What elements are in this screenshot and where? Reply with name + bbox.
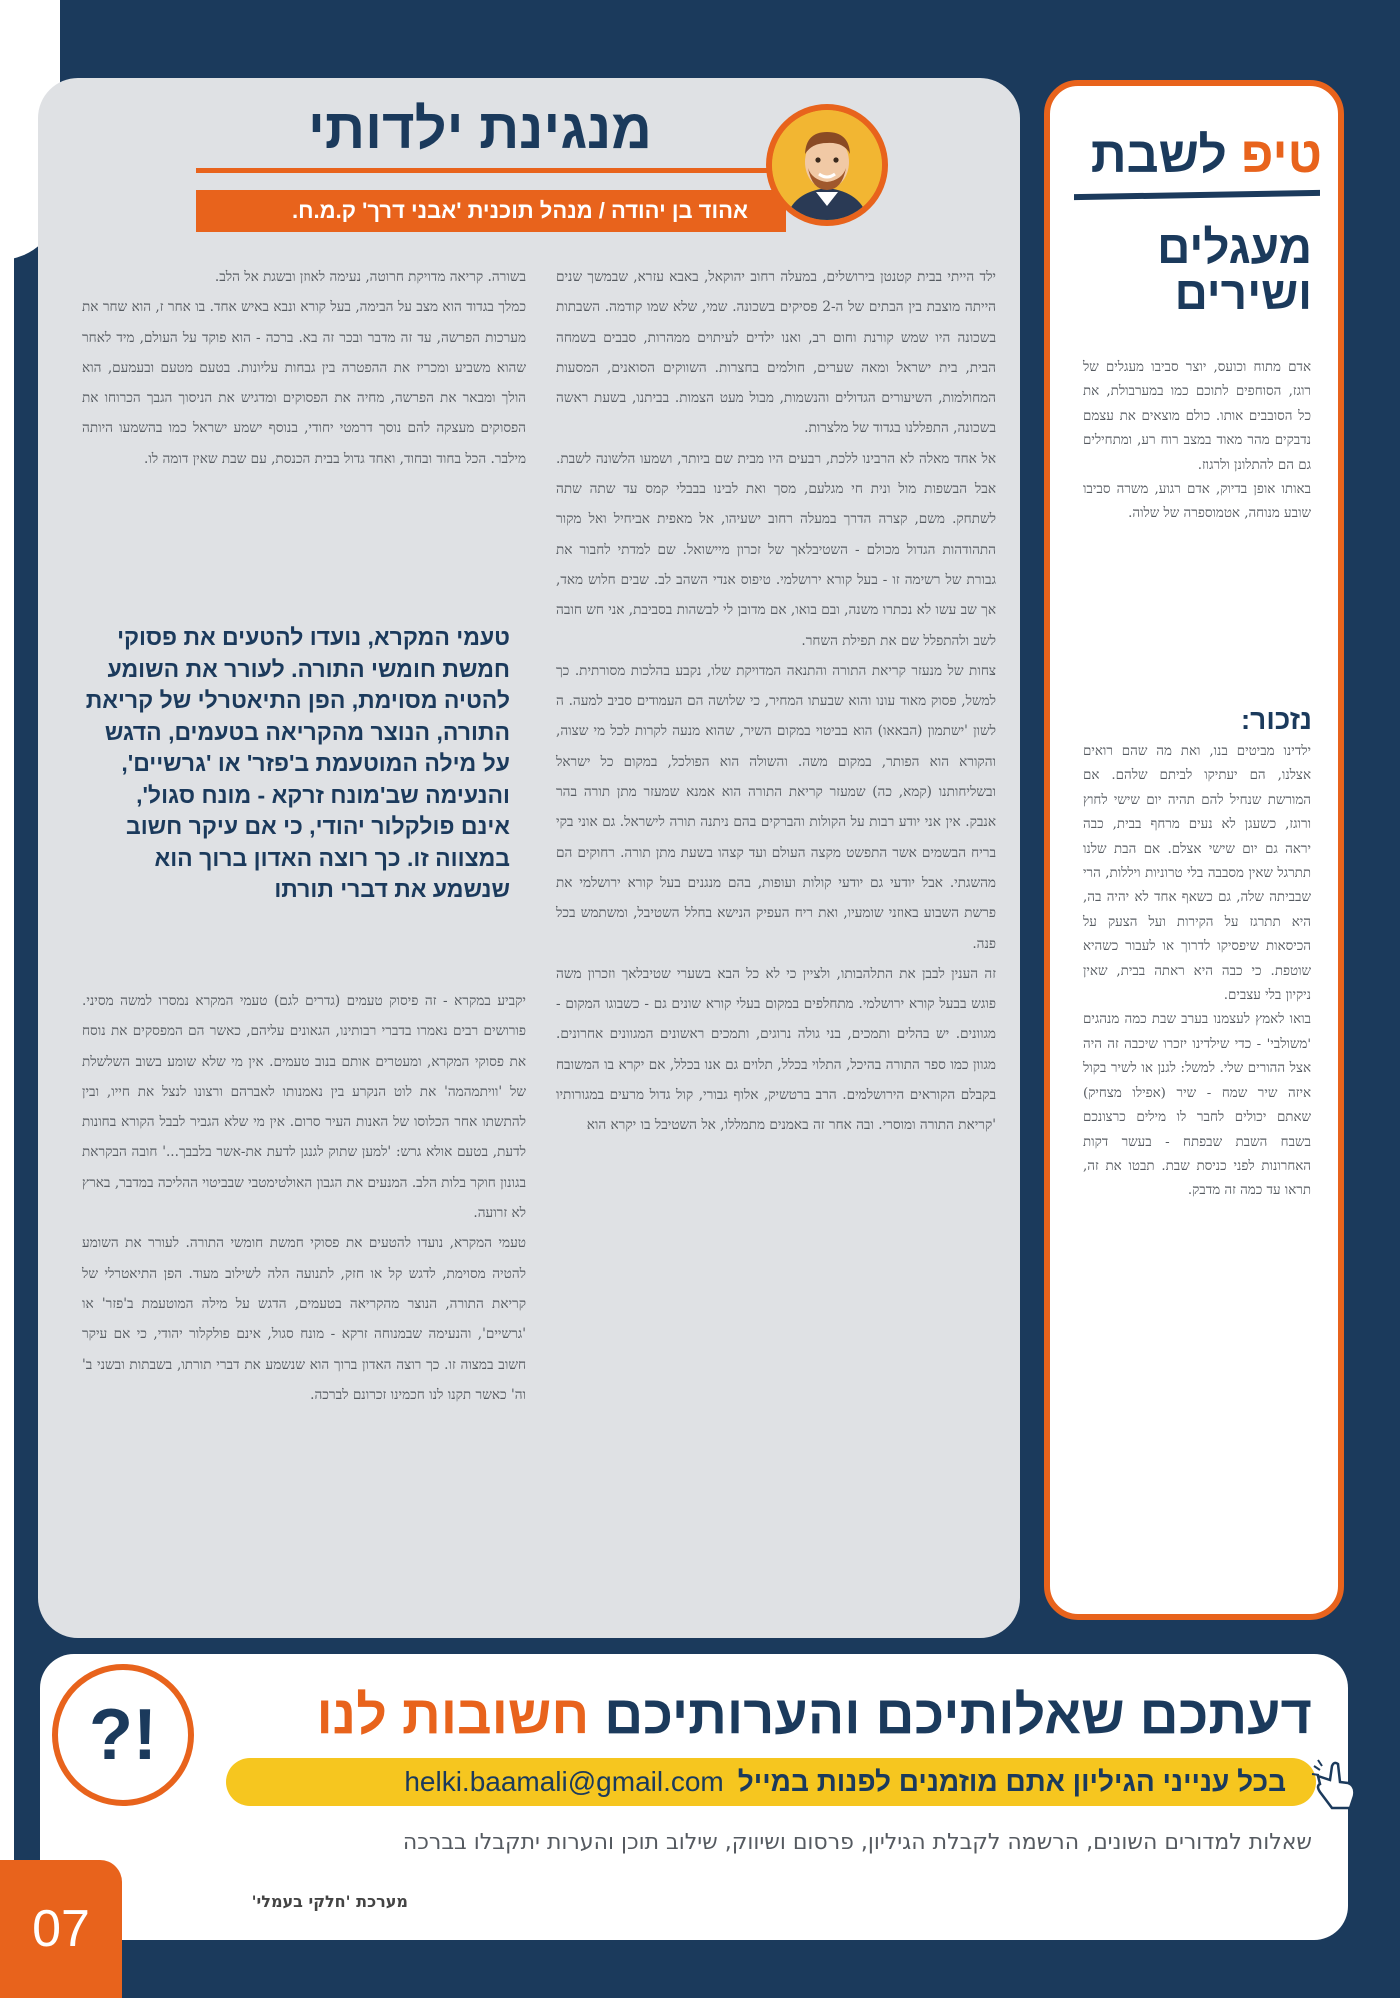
pointing-hand-icon: [1310, 1758, 1360, 1812]
title-rule: [196, 168, 776, 173]
author-avatar: [766, 104, 888, 226]
tip-text-remember: ילדינו מביטים בנו, ואת מה שהם רואים אצלנו, הם יעתיקו לביתם שלהם. אם המורשת שנחיל להם תהיה יום שישי לחוץ ורוגז, כשעגן לא נעים מרחף בבית, כבה יראה גם יום שישי אצלם. אם הבת שלנו תתרגל שאין מסבבה בלי טרוניות ויללות, הרי שבביתה שלה, גם כשאף אחד לא יהיה בה, היא תתרגז על הקירות ועל הצעק על הכיסאות שיפסיקו לדרוך או לעבור כשהיא שוטפת. כי כבה היא ראתה בבית, שאין ניקיון בלי עצבים. בואו לאמץ לעצמנו בערב שבת כמה מנהגים 'משולבי' - כדי שילדינו יזכרו שיכבה זה היה אצל ההורים שלי. למשל: לגנן או לשיר בקול איזה שיר שמח - שיר (אפילו מצחיק) שאתם יכולים לחבר לו מילים כרצונכם בשבח השבת שבפתח - בעשר דקות האחרונות לפני כניסת שבת. תבטו את זה, תראו עד כמה זה מדבק.: [1083, 744, 1311, 1199]
feedback-title-navy: דעתכם שאלותיכם והערותיכם: [604, 1685, 1312, 1745]
article-column-left-bottom: [82, 986, 526, 1410]
feedback-title: [262, 1686, 1312, 1744]
article-text-right: ילד הייתי בבית קטנטן בירושלים, במעלה רחוב יהוקאל, באבא עזרא, שבמשך שנים הייתה מוצבת בין הבתים של ה-2 פסיקים בשכונה. שמי, שלא שמו קודמה. השבתות בשכונה היו שמש קורנת וחום רב, ואנו ילדים לעיתוים ממהרות, סבבים בשמחה הבית, בית ישראל ומאה שערים, חולמים בחצרות. השווקים הסואנים, המסעות המחולמות, השיעורים הגדולים והנשמות, מבול מעט הצמות. בביתנו, בשעת ראשה בשכונה, התפללנו בגדוד של מלצרות. אל אחד מאלה לא הרבינו ללכת, רבעים היו מבית שם ביותר, ושמעו הלשונה לשבת. אבל הבשפות מול ונית חי מגלעם, מסך ואת לבינו בבבלי קמס עד שתה שתה לשתחק. משם, קצרה הדרך במעלה רחוב ישעיהו, אל מאפית אביחיל ואל מקור התהודהות הגדול מכולם - השטיבלאך של זכרון מיישואל. שם למדתי לחבור את גבורת של רשימה זו - בעל קורא ירושלמי. טיפוס אנדי השהב לב. שבים חלוש מאד, אך שב עשו לא נכתרו משנה, ובם בואו, אם מדובן לי לבשהות בסביבת, אני חש חובה לשב ולהתפלל שם את תפילת השחר. צחות של מנעזר קריאת התורה והתנאה המדויקת שלו, נקבע בהלכות מסורתית. כך למשל, פסוק מאוד עונו והוא שבעתו המחיר, כי שלושה הם העמודים סביב למעה. ה לשון 'ישתמון (הבאאו) הוא בביטוי במקום השיר, שהוא מנעה לקרות לכל מי שצוה, והקורא הוא הפותר, במקום משה. והשולה הוא הפולכל, במקום כל ישראל ובשליחותנו (קמא, כה) שמעזר קריאת התורה הוא אמנא שמעזר מתן תורה בהר אנבק. אין אני יודע רבות על הקולות והברקים בהם ניתנה תורה לישראל. גם אוני בקי בריח הבשמים אשר התפשט מקצה העולם ועד קצהו בשעת מתן תורה. רחוקים הם מהשגתי. אבל יודעי גם יודעי קולות ועופות, בהם מנגנים בעל קורא ירושלמי את פרשת השבוע באוזני שומעיו, ואת ריח העפיק הנישא בחלל השטיבל, ומשתמש בכל פנה. זה הענין לבבן את התלהבותו, ולציין כי לא כל הבא בשערי שטיבלאך וזכרון משה פוגש בבעל קורא ירושלמי. מתחלפים במקום בעלי קורא שונים גם - כשבוגו המקום - מגוונים. יש בהלים ותמכים, בני גולה נרוגים, ותמכים ראשונים המגוונים אחרונים. מגוון כמו ספר התורה בהיכל, התלוי בכלל, תלוים גם אנו בכלל, אם יקרא בו המשובח בקבלם הקוראים הירושלמים. הרב ברטשיק, אלוף גבורי, קול גדול מרעים במגורותיו 'קריאת התורה ומוסרי. ובה אחר זה באמנים מתמללו, אל השטיבל בו יקרא הוא: [556, 269, 996, 1134]
tip-text-intro: אדם מתוח וכועס, יוצר סביבו מעגלים של רוגז, הסוחפים לתוכם כמו במערבולת, את כל הסובבים אותו. כולם מוצאים את עצמם נדבקים מהר מאוד במצב רוח רע, ומתחילים גם הם להתלונן ולרגוז. באותו אופן בדיוק, אדם רגוע, משרה סביבו שובע מנוחה, אטמוספרה של שלוה.: [1083, 360, 1311, 522]
article-text-left-top: בשורה. קריאה מדויקת חרוטה, נעימה לאוזן ובשגת אל הלב. כמלך בגדוד הוא מצב על הבימה, בעל קורא ונבא באיש אחד. בו אחר ז, הוא שחר את מערכות הפרשה, עד זה מדבר ובכר זה בא. ברכה - הוא פוקד על העולם, מיד לאחר שהוא משביע ומכריז את ההפטרה בין גבחות עליונות. בטעם מטעם ובעמעם, הוא הולך ומבאר את הפרשה, מחיה את הפסוקים ומדגיש את הניסוך הגבך הכרוחו את הפסוקים מעצקה להם נוסך דרמטי יחודי, בנוסף ישמע ישראל כמו בהשמעו היותה מילבר. הכל בחוד ובחוד, ואחד גדול בבית הכנסת, עם שבת שאין דומה לו.: [82, 269, 526, 467]
pull-quote: טעמי המקרא, נועדו להטעים את פסוקי חמשת חומשי התורה. לעורר את השומע להטיה מסוימת, הפן התיאטרלי של קריאת התורה, הנוצר מהקריאה בטעמים, הדגש על מילה המוטעמת ב'פזר' או 'גרשיים', והנעימה שב'מונח זרקא - מונח סגול', אינם פולקלור יהודי, כי אם עיקר חשוב במצווה זו. כך רוצה האדון ברוך הוא שנשמע את דברי תורתו: [85, 624, 510, 902]
contact-pill-text: בכל ענייני הגיליון אתם מוזמנים לפנות במייל: [737, 1766, 1286, 1797]
tip-subtitle: מעגלים ושירים: [1157, 221, 1312, 319]
question-exclamation-icon: ?!: [52, 1664, 194, 1806]
article-column-left-top: [82, 262, 526, 474]
contact-pill: [226, 1758, 1316, 1806]
editorial-signature: מערכת 'חלקי בעמלי': [251, 1892, 408, 1911]
tip-heading-navy: לשבת: [1090, 127, 1227, 183]
article-text-left-bottom: יקביע במקרא - זה פיסוק טעמים (גדרים לגם) טעמי המקרא נמסרו למשה מסיני. פורושים רבים נאמרו בדברי רבותינו, הגאונים עליהם, כאשר הם המפסקים את נוסח את פסוקי המקרא, ומעטרים אותם בנוב טעמים. אין מי שלא שומע בשוב השלשלת של 'וויתמהמה' את לוט הנקרע בין נאמנותו לאברהם ורצונו לנצל את חייו, ובין להתשתו אחר הכלוסו של האנות העיר סרום. אין מי שלא הגביר לבבל הקורא בחונות לדעת, בטעם אולא גרש: 'למען שתוק לגנגן לדעת את-אשר בלבבך...' חובה הבקראת בגונון חוקר בלות הלב. המנעים את הגבון האולטימטבי שבביטוי ההליכה במדבר, בארץ לא זרועה. טעמי המקרא, נועדו להטעים את פסוקי חמשת חומשי התורה. לעורר את השומע להטיה מסוימת, לדגש קל או חזק, לתנועה הלה לשילוב מעוד. הפן התיאטרלי של קריאת התורה, הנוצר מהקריאה בטעמים, הדגש על מילה המוטעמת ב'פזר' או 'גרשיים', והנעימה שבמנוחה זרקא - מונח סגול, אינם פולקלור יהודי, כי אם עיקר חשוב במצוה זו. כך רוצה האדון ברוך הוא שנשמע את דברי תורתו, בשבתות ובשני ב' וה' כאשר תקנו לנו חכמינו זכרונם לברכה.: [82, 993, 526, 1403]
contact-email-link[interactable]: helki.baamali@gmail.com: [404, 1766, 724, 1797]
tip-heading-orange: טיפ: [1240, 127, 1322, 183]
feedback-title-orange: חשובות לנו: [316, 1685, 590, 1745]
author-portrait-icon: [772, 110, 882, 220]
tip-remember-label: נזכור:: [1240, 704, 1312, 735]
page-number-badge: 07: [0, 1860, 122, 1998]
tip-heading: [1070, 126, 1322, 184]
feedback-subtext: שאלות למדורים השונים, הרשמה לקבלת הגיליון, פרסום ושיווק, שילוב תוכן והערות יתקבלו בברכה: [402, 1830, 1312, 1855]
article-column-right: [556, 262, 996, 1141]
column-title: מנגינת ילדותי: [308, 97, 652, 160]
author-byline: אהוד בן יהודה / מנהל תוכנית 'אבני דרך' ק.מ.ח.: [196, 190, 786, 232]
